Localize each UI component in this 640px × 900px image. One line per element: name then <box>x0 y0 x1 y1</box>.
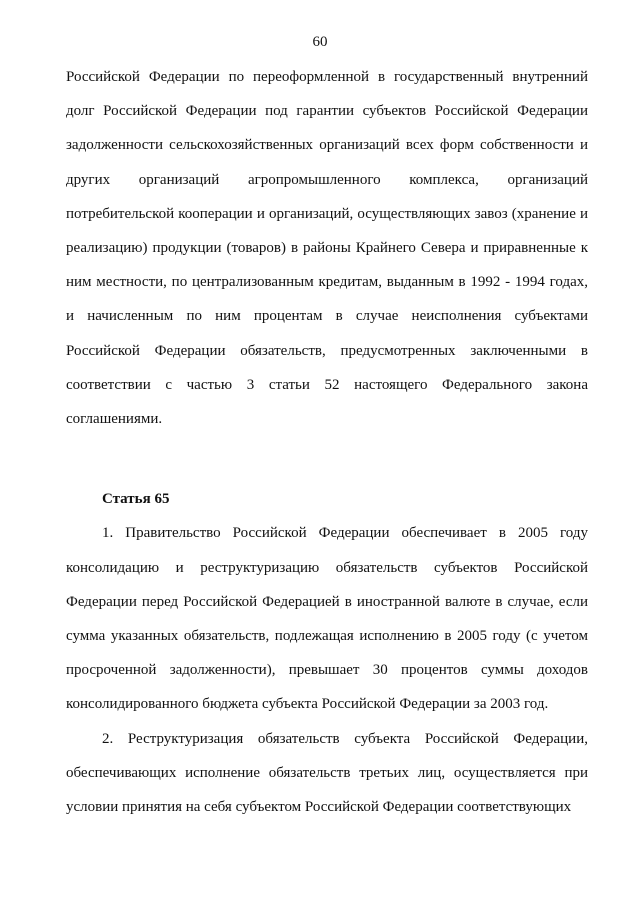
spacer <box>66 436 588 482</box>
continuation-paragraph: Российской Федерации по переоформленной в государственный внутренний долг Российской Федерации под гарантии субъектов Российской Федерации задолженности сельскохозяйственных организаций всех форм собственности и других организаций агропромышленного комплекса, организаций потребительской кооперации и организаций, осуществляющих завоз (хранение и реализацию) продукции (товаров) в районы Крайнего Севера и приравненные к ним местности, по централизованным кредитам, выданным в 1992 - 1994 годах, и начисленным по ним процентам в случае неисполнения субъектами Российской Федерации обязательств, предусмотренных заключенными в соответствии с частью 3 статьи 52 настоящего Федерального закона соглашениями. <box>66 69 588 428</box>
document-body <box>66 60 588 824</box>
page-number: 60 <box>312 34 328 50</box>
article-heading: Статья 65 <box>102 491 170 508</box>
article-paragraph-1: 1. Правительство Российской Федерации обеспечивает в 2005 году консолидацию и реструктуризацию обязательств субъектов Российской Федерации перед Российской Федерацией в иностранной валюте в случае, если сумма указанных обязательств, подлежащая исполнению в 2005 году (с учетом просроченной задолженности), превышает 30 процентов суммы доходов консолидированного бюджета субъекта Российской Федерации за 2003 год. <box>66 525 588 713</box>
article-paragraph-2: 2. Реструктуризация обязательств субъекта Российской Федерации, обеспечивающих исполнение обязательств третьих лиц, осуществляется при условии принятия на себя субъектом Российской Федерации соответствующих <box>66 730 588 816</box>
